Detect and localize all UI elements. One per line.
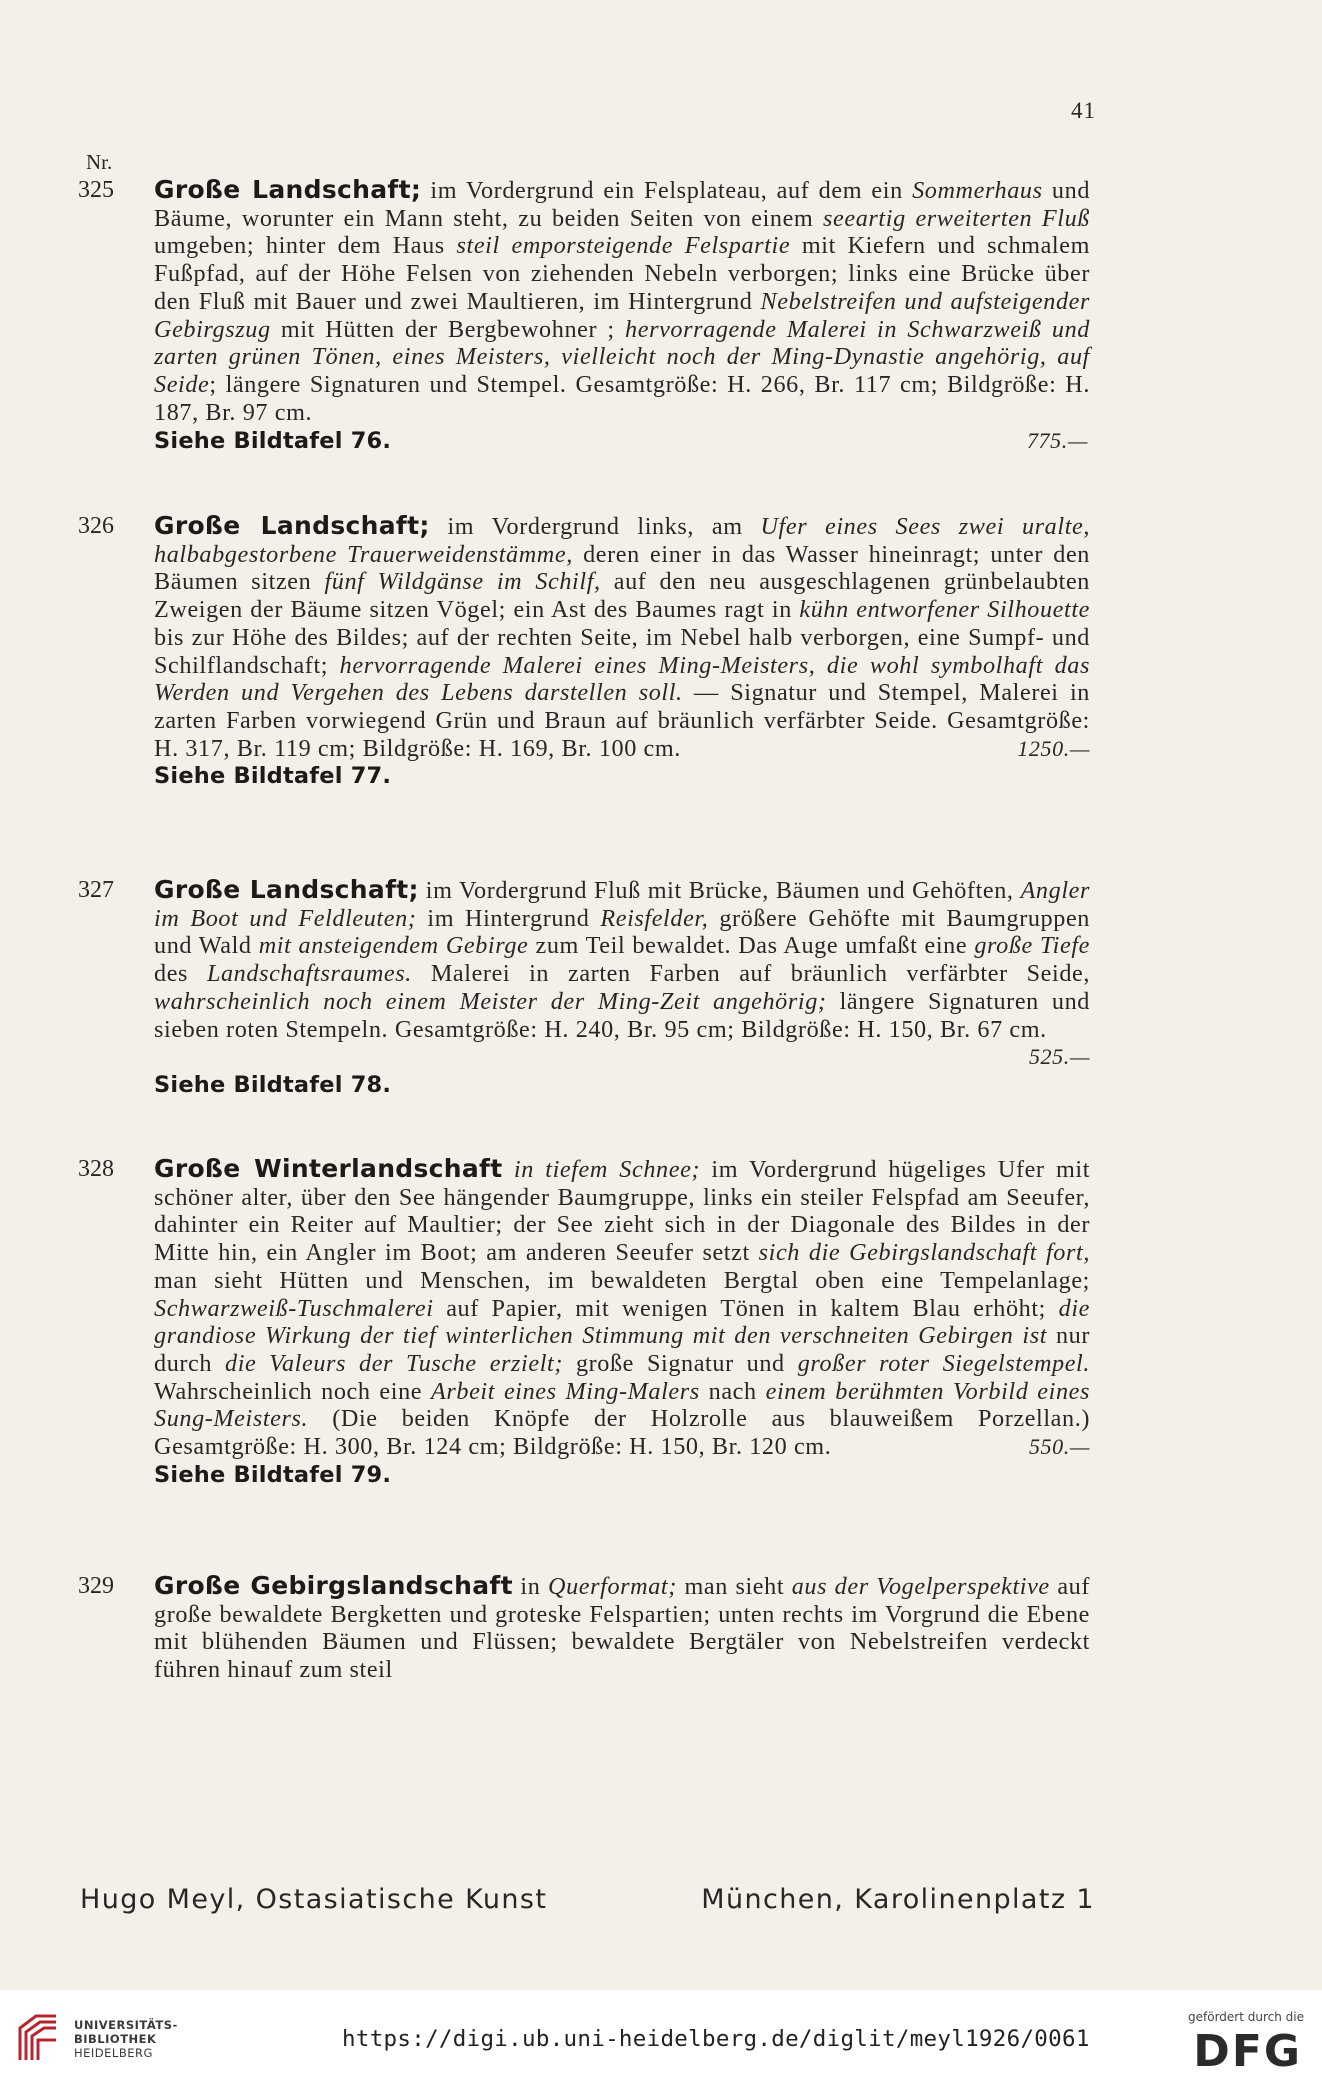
entry-text-emphasis: Sommerhaus [912, 177, 1043, 204]
entry-text-emphasis: Reisfelder, [600, 904, 709, 932]
entry-price: 550.— [1028, 1434, 1090, 1460]
entry-title: Große Landschaft; [154, 175, 422, 204]
publisher-address: München, Karolinenplatz 1 [701, 1884, 1095, 1915]
entry-text-emphasis: Querformat; [548, 1573, 677, 1600]
page-permalink[interactable]: https://digi.ub.uni-heidelberg.de/diglit/meyl1926/0061 [342, 2026, 1090, 2052]
entry-footer [154, 1461, 1090, 1490]
plate-reference: Siehe Bildtafel 79. [154, 1461, 392, 1488]
entry-text-run [503, 1156, 514, 1183]
entry-text-run: umgeben; hinter dem Haus [154, 232, 457, 260]
entry-title: Große Gebirgslandschaft [154, 1571, 513, 1600]
entry-number: 328 [78, 1156, 114, 1182]
entry-text-emphasis: Landschaftsraumes. [206, 960, 412, 988]
page-number: 41 [1071, 98, 1096, 123]
entry-description [154, 512, 1090, 762]
entry-description [154, 1155, 1090, 1461]
catalog-entry-327 [78, 876, 1098, 1100]
entry-text-run: große Signatur und [563, 1349, 798, 1377]
entry-text-run: im Hintergrund [416, 904, 601, 932]
entry-text-emphasis: sich die Gebirgslandschaft fort, [758, 1239, 1090, 1267]
entry-description [154, 176, 1090, 426]
entry-text-emphasis: Ufer eines Sees zwei uralte, halbabgestorbene Trauerweidenstämme, [154, 513, 1090, 568]
catalog-entry-325 [78, 176, 1098, 456]
entry-text-run: — Signatur und Stempel, Malerei in zarten Farben vorwiegend Grün und Braun auf bräunlich verfärbter Seide. Gesamtgröße: H. 317, Br. 119 cm; Bildgröße: H. 169, Br. 100 cm. [154, 679, 1090, 762]
entry-text-run: auf den neu ausgeschlagenen grünbelaubten Zweigen der Bäume sitzen Vögel; ein Ast des Baumes ragt in [154, 568, 1090, 624]
library-name-line: BIBLIOTHEK [74, 2032, 157, 2046]
entry-number: 327 [78, 877, 114, 903]
entry-text-run: mit Kiefern und schmalem Fußpfad, auf der Höhe Felsen von ziehenden Nebeln verborgen; links eine Brücke über den Fluß mit Bauer und zwei Maultieren, im Hintergrund [154, 232, 1090, 315]
entry-text-run: bis zur Höhe des Bildes; auf der rechten Seite, im Nebel halb verborgen, eine Sumpf- und Schilflandschaft; [154, 623, 1090, 679]
entry-text-emphasis: große Tiefe [974, 932, 1090, 960]
entry-text-run: mit Hütten der Bergbewohner ; [270, 315, 626, 343]
entry-text-emphasis: wahrscheinlich noch einem Meister der Ming-Zeit angehörig; [154, 987, 827, 1015]
entry-text-emphasis: steil emporsteigende Felspartie [456, 232, 791, 260]
entry-text-emphasis: hervorragende Malerei in Schwarzweiß und zarten grünen Tönen, eines Meisters, vielleicht noch der Ming-Dynastie angehörig, auf Seide [154, 315, 1090, 398]
entry-text [154, 1156, 1090, 1460]
entry-text-emphasis: kühn entworfener Silhouette [799, 596, 1090, 624]
catalog-entry-328 [78, 1155, 1098, 1490]
entry-text-emphasis: die grandiose Wirkung der tief winterlichen Stimmung mit den verschneiten Gebirgen ist [154, 1294, 1090, 1350]
entry-number: 329 [78, 1573, 114, 1599]
page-footer [80, 1884, 1095, 1915]
entry-text-run: in [512, 1573, 549, 1600]
entry-text-run: Wahrscheinlich noch eine [154, 1377, 431, 1405]
entry-number: 325 [78, 177, 114, 203]
entry-text-run: auf Papier, mit wenigen Tönen in kaltem Blau erhöht; [433, 1294, 1059, 1322]
entry-text-emphasis: aus der Vogelperspektive [791, 1573, 1050, 1600]
entry-text-run: man sieht Hütten und Menschen, im bewaldeten Bergtal oben eine Tempelanlage; [154, 1266, 1090, 1294]
entry-text-run: nach [699, 1377, 766, 1405]
entry-description [154, 1572, 1090, 1684]
entry-footer [154, 426, 1090, 456]
entry-text-emphasis: einem berühmten Vorbild eines Sung-Meisters. [154, 1377, 1090, 1433]
library-name-line: HEIDELBERG [74, 2046, 153, 2060]
entry-text [154, 177, 1090, 426]
entry-text-emphasis: hervorragende Malerei eines Ming-Meisters, die wohl symbolhaft das Werden und Vergehen des Lebens darstellen soll. [154, 651, 1090, 707]
entry-text-run: im Vordergrund Fluß mit Brücke, Bäumen und Gehöften, [418, 877, 1021, 904]
funding-note: gefördert durch die [1188, 2010, 1304, 2024]
entry-text-emphasis: Schwarzweiß-Tuschmalerei [154, 1294, 434, 1322]
catalog-entry-329 [78, 1572, 1098, 1684]
entry-text-emphasis: Arbeit eines Ming-Malers [431, 1377, 700, 1405]
entry-text-run: größere Gehöfte mit Baumgruppen und Wald [154, 904, 1090, 960]
entry-text-run: im Vordergrund links, am [429, 513, 761, 540]
entry-footer [154, 762, 1090, 791]
number-column-label: Nr. [86, 150, 113, 174]
entry-text-run: auf große bewaldete Bergketten und groteske Felspartien; unten rechts im Vorgrund die Ebene mit blühenden Bäumen und Flüssen; bewaldete Bergtäler von Nebelstreifen verdeckt führen hinauf zum steil [154, 1573, 1091, 1684]
entry-text-run: deren einer in das Wasser hineinragt; unter den Bäumen sitzen [154, 540, 1090, 596]
plate-reference: Siehe Bildtafel 77. [154, 763, 392, 790]
entry-text-run: Malerei in zarten Farben auf bräunlich verfärbter Seide, [411, 960, 1090, 988]
entry-text-run: zum Teil bewaldet. Das Auge umfaßt eine [528, 932, 975, 960]
entry-text [154, 513, 1090, 762]
entry-price: 775.— [1026, 428, 1088, 454]
entry-text-run: man sieht [676, 1573, 792, 1600]
entry-title: Große Landschaft; [154, 511, 430, 540]
library-name-line: UNIVERSITÄTS- [74, 2018, 178, 2032]
entry-title: Große Landschaft; [154, 875, 419, 904]
entry-price: 1250.— [1017, 735, 1090, 761]
entry-text-run: im Vordergrund ein Felsplateau, auf dem ein [421, 177, 913, 204]
entry-text-run: ; längere Signaturen und Stempel. Gesamtgröße: H. 266, Br. 117 cm; Bildgröße: H. 187, Br. 97 cm. [154, 370, 1090, 426]
entry-text-run: des [154, 960, 207, 988]
entry-text-run: längere Signaturen und sieben roten Stempeln. Gesamtgröße: H. 240, Br. 95 cm; Bildgröße: H. 150, Br. 67 cm. [154, 987, 1091, 1043]
entry-text-emphasis: mit ansteigendem Gebirge [258, 932, 529, 960]
entry-text-emphasis: seeartig erweiterten Fluß [823, 204, 1090, 232]
entry-text-emphasis: Angler im Boot und Feldleuten; [154, 877, 1090, 932]
publisher-name: Hugo Meyl, Ostasiatische Kunst [80, 1884, 548, 1915]
entry-text-emphasis: großer roter Siegelstempel. [797, 1349, 1091, 1377]
entry-footer [154, 1071, 1090, 1100]
entry-price: 525.— [1028, 1044, 1090, 1070]
entry-text-run: nur durch [154, 1322, 1090, 1377]
entry-text-emphasis: die Valeurs der Tusche erzielt; [225, 1349, 564, 1377]
entry-title: Große Winterlandschaft [154, 1154, 503, 1183]
entry-text-run: im Vordergrund hügeliges Ufer mit schöner alter, über den See hängender Baumgruppe, links ein steiler Felspfad am Seeufer, dahinter ein Reiter auf Maultier; der See zieht sich in der Diagonale des Bildes in der Mitte hin, ein Angler im Boot; am anderen Seeufer setzt [154, 1156, 1091, 1267]
entry-text-emphasis: fünf Wildgänse im Schilf, [324, 568, 601, 596]
plate-reference: Siehe Bildtafel 76. [154, 428, 392, 455]
catalog-entry-326 [78, 512, 1098, 791]
plate-reference: Siehe Bildtafel 78. [154, 1071, 392, 1098]
entry-number: 326 [78, 513, 114, 539]
entry-text-run: und Bäume, worunter ein Mann steht, zu beiden Seiten von einem [154, 177, 1091, 232]
entry-text-emphasis: in tiefem Schnee; [513, 1156, 701, 1183]
entry-text-run: (Die beiden Knöpfe der Holzrolle aus blauweißem Porzellan.) Gesamtgröße: H. 300, Br. 124 cm; Bildgröße: H. 150, Br. 120 cm. [154, 1405, 1090, 1461]
ub-heidelberg-logo-icon[interactable] [14, 2010, 62, 2066]
dfg-logo[interactable]: DFG [1193, 2026, 1302, 2077]
entry-description [154, 875, 1091, 1070]
library-name[interactable] [74, 2018, 178, 2060]
entry-text-emphasis: Nebelstreifen und aufsteigender Gebirgszug [154, 287, 1090, 343]
